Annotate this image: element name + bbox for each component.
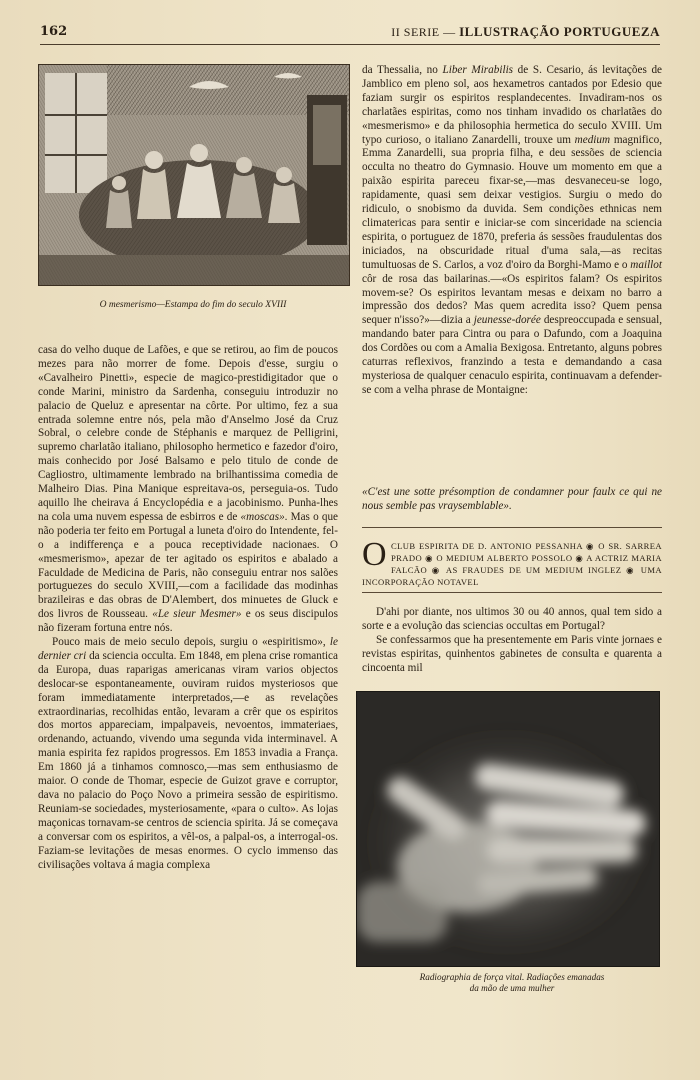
radiograph-caption: Radiographia de força vital. Radiações emanadas da mão de uma mulher [419,972,605,993]
hand-radiograph [356,691,660,967]
running-header [40,24,660,45]
paragraph: casa do velho duque de Lafões, e que se retirou, ao fim de poucos mezes para não morrer de fome. Depois d'esse, surgiu o «Cavalheiro Pinetti», especie de magico-prestidigitador que o conde Marini, ministro da Sardenha, conseguiu introduzir no palacio de Queluz e apresentar na côrte. Por ultimo, fez a sua entrada solemne entre nós, pela mão d'Anselmo José da Cruz Sobral, o celebre conde de Stéphanis e marquez de Pelligrini, supremo charlatão italiano, philosopho hermetico e fazedor d'oiro, mais conhecido por José Balsamo e pelo titulo de conde de Cagliostro, ultimamente lembrado na brilhantissima comedia de Malheiro Dias. Pina Manique espreitava-os, perseguia-os. Tudo aquillo lhe cheirava á Encyclopédia e a jacobinismo. Punha-lhes na cola uma nuvem espessa de esbirros e de «moscas». Mas o que não poderia ter feito em Portugal a luneta d'oiro do Intendente, fel-o a indifferença e a pouca receptividade nacionaes. O «mesmerismo», apezar de ter agitado os espiritos e abalado a Faculdade de Medicina de Paris, não conseguiu entrar nos salões portuguezes do seculo XVIII,—com a facilidade das modinhas brazileiras e das obras de D'Alembert, dos minuetes de Gluck e dos livros de Rousseau. «Le sieur Mesmer» e os seus discipulos não fizeram fortuna entre nós. [38,344,339,635]
engraving-caption: O mesmerismo—Estampa do fim do seculo XVIII [99,300,287,310]
right-column-continued [362,606,662,676]
left-column [38,344,338,872]
running-title [391,24,660,40]
drop-cap: O [362,536,387,573]
divider [362,527,662,528]
paragraph: Pouco mais de meio seculo depois, surgiu o «espiritismo», le dernier cri da sciencia occulta. Em 1848, em plena crise romantica da Europa, duas raparigas americanas viram varios objectos deslocar-se espontaneamente, ouviram ruidos mysteriosos que foram immediatamente interpretados,—e as revelações extraordinarias, recolhidas então, levaram a crêr que os espiritos dos mortos appareciam, impalpaveis, nevoentos, immateriaes, ordenando, actuando, vivendo uma segunda vida interminavel. A mania espirita fez rapidos progressos. Em 1853 invadia a França. Em 1860 já a tinhamos comnosco,—mas sem enthusiasmo de maior. O conde de Thomar, especie de Guizot grave e corruptor, dava no palacio do Poço Novo a primeira sessão de espiritismo. Reuniam-se sociedades, mysteriosamente, «para o culto». As lojas maçonicas tornavam-se centros de sciencia spirita. Já se começava a conversar com os espiritos, a vêl-os, a palpal-os, a interrogal-os. Faziam-se levitações de mesas enormes. O cyclo immenso das civilisações voltava á magia complexa [38,636,338,871]
right-column [362,64,662,398]
series-label: II SERIE — [391,25,456,39]
divider [362,592,662,593]
montaigne-quote: «C'est une sotte présomption de condamner pour faulx ce qui ne nous semble pas vraysemblable». [362,486,662,512]
publication-title: ILLUSTRAÇÃO PORTUGUEZA [459,24,660,39]
paragraph: D'ahi por diante, nos ultimos 30 ou 40 annos, qual tem sido a sorte e a evolução das sciencias occultas em Portugal? [362,606,662,632]
mesmerism-engraving [38,64,350,286]
page-number: 162 [40,24,68,39]
paragraph: da Thessalia, no Liber Mirabilis de S. Cesario, ás levitações de Jamblico em pleno sol, aos hexametros cantados por Edesio que faziam surgir os espiritos resplandecentes. Invadiram-nos os charlatães espiritas, como nos tinham invadido os charlatães do «mesmerismo» e da philosophia hermetica do seculo XVIII. Um typo curioso, o italiano Zanardelli, trouxe um medium magnifico, Emma Zanardelli, sua propria filha, e deu sessões de sciencia occulta no theatro do Gymnasio. Houve um momento em que a paixão espirita pareceu fixar-se,—mas desvaneceu-se logo, rapidamente, quasi sem deixar vestigios. Surgiu o medo do ridiculo, o snobismo da duvida. Sem condições ethnicas nem climatericas para sentir e iniciar-se com sinceridade na sciencia espirita, o portuguez de 1870, preferia ás sessões fraudulentas dos iniciados, na obscuridade ritual d'uma sala,—as recitas tumultuosas de S. Carlos, a voz d'oiro da Borghi-Mamo e o maillot côr de rosa das bailarinas.—«Os espiritos falam? Os espiritos movem-se? Os espiritos levantam mesas e deixam no barro a impressão dos dedos? Mas quem acredita isso? Quem pensa sequer n'isso?»—dizia a jeunesse-dorée despreoccupada e sensual, mandando bater para Cintra ou para o Dafundo, com a Joaquina dos Cordões ou com a Amalia Bexigosa. Entretanto, alguns pobres caturras reflexivos, franzindo a testa e demandando a casa mysteriosa de qualquer cenaculo espirita, continuavam a defender-se com a velha phrase de Montaigne: [362,64,663,396]
section-summary: O CLUB ESPIRITA DE D. ANTONIO PESSANHA ◉ O SR. SARREA PRADO ◉ O MEDIUM ALBERTO POSSOLO ◉ A ACTRIZ MARIA FALCÃO ◉ AS FRAUDES DE UM MEDIUM INGLEZ ◉ UMA INCORPORAÇÃO NOTAVEL [362,536,662,587]
paragraph: Se confessarmos que ha presentemente em Paris vinte jornaes e revistas espiritas, quinhentos gabinetes de consulta e quarenta a cincoenta mil [362,633,662,674]
